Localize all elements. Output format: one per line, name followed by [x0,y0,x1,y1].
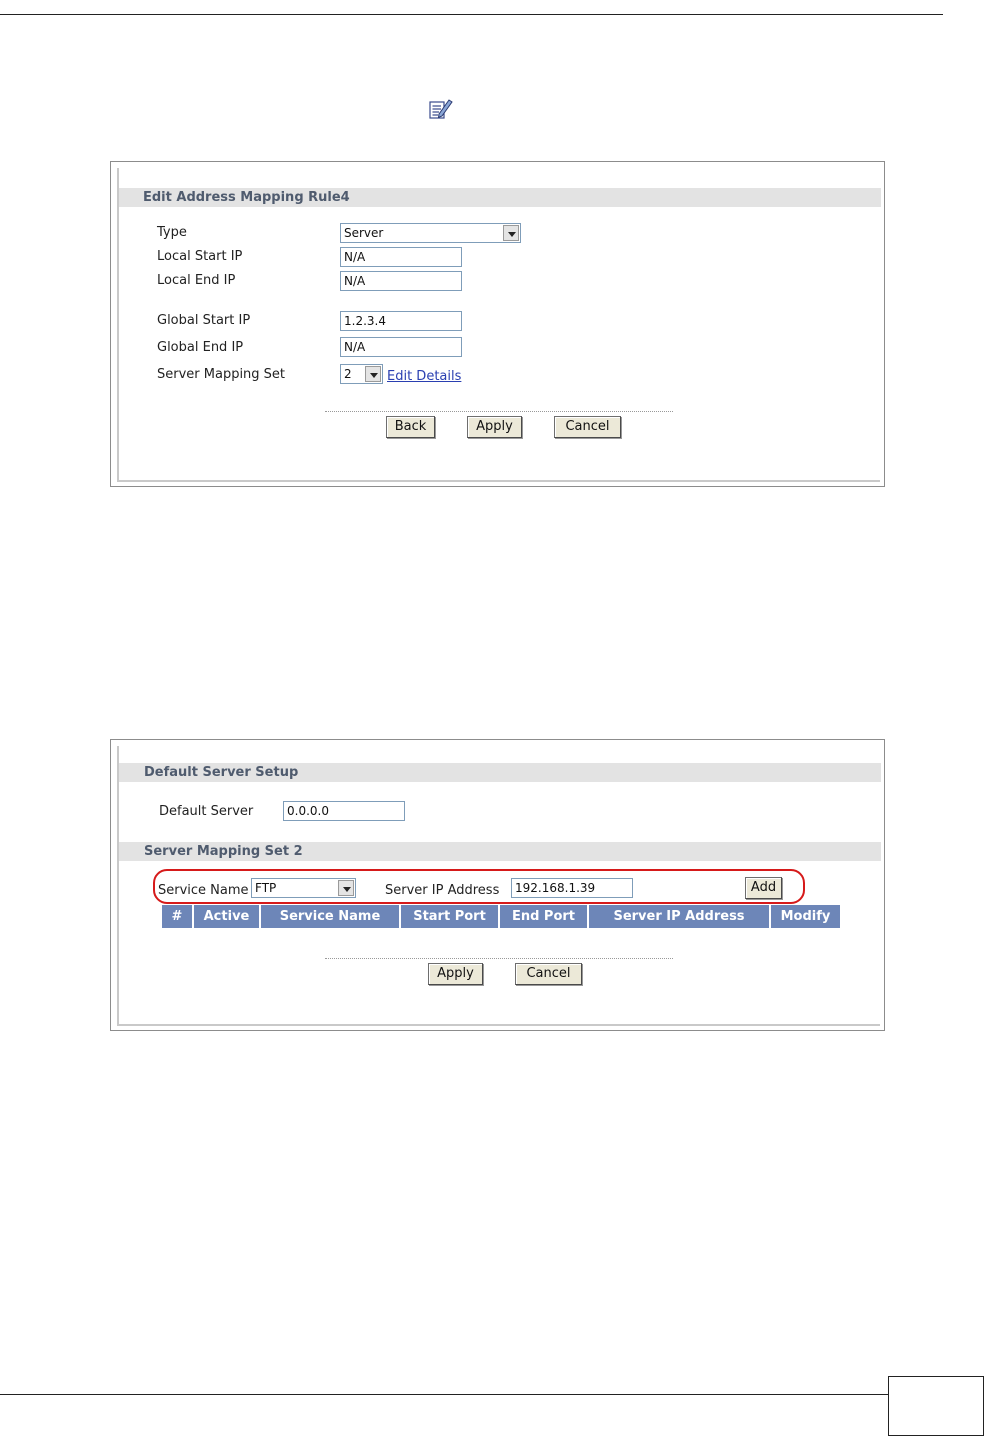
type-label: Type [157,225,187,240]
apply-button[interactable]: Apply [467,416,522,438]
local-start-ip-label: Local Start IP [157,249,243,264]
server-mapping-set-select[interactable] [340,364,383,384]
col-service-name-header: Service Name [261,905,401,928]
service-name-value: FTP [255,881,277,895]
edit-address-mapping-panel [110,161,885,487]
edit-panel-title-bar [119,188,881,207]
col-start-port-header: Start Port [401,905,500,928]
local-end-ip-label: Local End IP [157,273,236,288]
global-start-ip-input[interactable]: 1.2.3.4 [340,311,462,331]
header-rule [0,14,943,15]
local-end-ip-input[interactable]: N/A [340,271,462,291]
server-ip-address-input[interactable]: 192.168.1.39 [511,878,633,898]
footer-rule [0,1394,888,1395]
server-ip-address-label: Server IP Address [385,883,500,898]
back-button[interactable]: Back [386,416,435,438]
server-mapping-panel [110,739,885,1031]
server-mapping-set-title-bar [119,842,881,861]
edit-panel-title: Edit Address Mapping Rule4 [143,190,350,205]
col-modify-header: Modify [771,905,840,928]
dropdown-arrow-icon[interactable] [338,880,354,896]
default-server-label: Default Server [159,804,254,819]
button-divider [325,958,673,959]
server-mapping-set-value: 2 [344,367,352,381]
server-mapping-table-header [162,905,840,928]
server-mapping-set-title: Server Mapping Set 2 [144,844,303,859]
page-number-box [888,1376,984,1436]
cancel-button[interactable]: Cancel [554,416,621,438]
col-number-header: # [162,905,194,928]
default-server-title-bar [119,763,881,782]
edit-icon [428,97,454,121]
service-name-label: Service Name [158,883,249,898]
type-select[interactable] [340,223,521,243]
local-start-ip-input[interactable]: N/A [340,247,462,267]
service-name-select[interactable] [251,878,356,898]
edit-details-link[interactable]: Edit Details [387,369,462,384]
col-active-header: Active [194,905,261,928]
col-end-port-header: End Port [500,905,589,928]
dropdown-arrow-icon[interactable] [365,366,381,382]
global-end-ip-label: Global End IP [157,340,244,355]
dropdown-arrow-icon[interactable] [503,225,519,241]
apply-button[interactable]: Apply [428,963,483,985]
default-server-title: Default Server Setup [144,765,299,780]
col-server-ip-header: Server IP Address [589,905,771,928]
add-button[interactable]: Add [745,877,782,899]
type-select-value: Server [344,226,384,240]
cancel-button[interactable]: Cancel [515,963,582,985]
button-divider [325,411,673,412]
global-end-ip-input[interactable]: N/A [340,337,462,357]
global-start-ip-label: Global Start IP [157,313,251,328]
default-server-input[interactable]: 0.0.0.0 [283,801,405,821]
server-mapping-set-label: Server Mapping Set [157,367,286,382]
